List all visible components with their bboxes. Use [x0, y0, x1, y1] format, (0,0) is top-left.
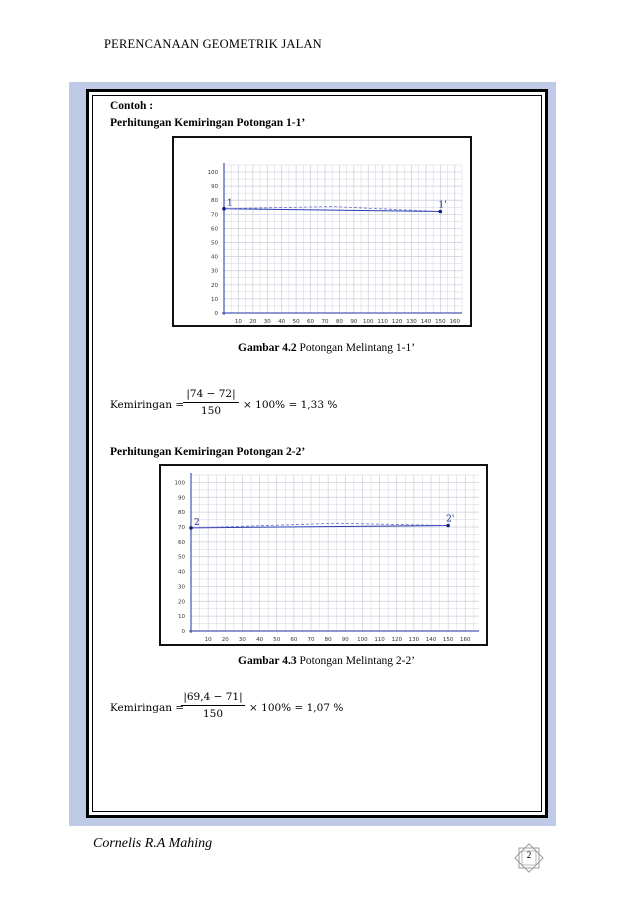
chart-2-svg: [161, 466, 486, 644]
chart-2-point-label-start: 2: [194, 517, 200, 528]
chart-1-x-tick-label: 110: [377, 319, 388, 325]
chart-1-point-label-end: 1': [438, 200, 447, 211]
chart-1-point-start: [222, 207, 226, 211]
chart-2-y-tick-label: 80: [178, 510, 185, 517]
formula-1-denominator: 150: [200, 405, 222, 417]
chart-2-point-label-end: 2': [446, 514, 455, 525]
heading-section-1: Perhitungan Kemiringan Potongan 1-1’: [110, 117, 306, 129]
chart-1-x-tick-label: 40: [278, 319, 286, 325]
chart-2-y-tick-label: 30: [178, 584, 185, 591]
formula-2-numerator: |69,4 − 71|: [183, 691, 243, 703]
figure-2-caption: [238, 655, 415, 667]
chart-2-x-tick-label: 150: [442, 637, 454, 643]
chart-1-y-tick-label: 60: [211, 226, 218, 233]
chart-1-x-tick-label: 30: [263, 319, 271, 325]
chart-1-x-tick-label: 140: [420, 319, 432, 325]
chart-2-x-tick-label: 140: [425, 637, 437, 643]
chart-2-x-tick-label: 30: [238, 637, 246, 643]
chart-2-y-tick-label: 10: [178, 614, 185, 621]
chart-2-x-tick-label: 160: [460, 637, 471, 643]
chart-1-y-tick-label: 90: [211, 184, 218, 191]
formula-2-label: Kemiringan =: [110, 702, 185, 714]
formula-2-fraction-bar: [181, 705, 245, 706]
chart-1-point-label-start: 1: [227, 198, 233, 209]
chart-2-x-tick-label: 130: [408, 637, 420, 643]
chart-2-y-tick-label: 0: [181, 629, 185, 635]
chart-2-y-tick-label: 60: [178, 539, 185, 546]
chart-1-x-tick-label: 160: [449, 319, 461, 325]
chart-1-x-tick-label: 100: [362, 319, 374, 325]
chart-2-x-tick-label: 80: [324, 637, 332, 643]
figure-2-caption-number: Gambar 4.3: [238, 655, 297, 667]
chart-2-y-tick-label: 20: [178, 599, 185, 606]
chart-1-x-tick-label: 10: [234, 319, 242, 325]
footer-author: Cornelis R.A Mahing: [93, 836, 213, 851]
chart-2-x-tick-label: 40: [256, 637, 264, 643]
chart-2-x-tick-label: 110: [374, 637, 385, 643]
page-number: 2: [526, 850, 532, 860]
formula-1-numerator: |74 − 72|: [186, 388, 236, 400]
chart-1-y-tick-label: 40: [211, 254, 218, 261]
chart-1-y-tick-label: 80: [211, 198, 218, 205]
formula-2-result: × 100% = 1,07 %: [249, 702, 344, 714]
chart-1-x-tick-label: 20: [249, 319, 257, 325]
chart-1-y-tick-label: 20: [211, 282, 218, 289]
chart-1-x-tick-label: 90: [350, 319, 358, 325]
chart-2-y-tick-label: 70: [178, 525, 185, 531]
formula-1-fraction: [183, 388, 239, 417]
formula-1-result: × 100% = 1,33 %: [243, 399, 338, 411]
figure-2-chart: [159, 464, 488, 646]
heading-section-2: Perhitungan Kemiringan Potongan 2-2’: [110, 446, 306, 458]
chart-1-y-tick-label: 10: [211, 296, 218, 303]
figure-1-caption: [238, 342, 415, 354]
figure-1-chart: [172, 136, 472, 327]
chart-1-y-tick-label: 70: [211, 212, 218, 219]
chart-2-x-tick-label: 60: [290, 637, 298, 643]
formula-2-fraction: [181, 691, 245, 720]
formula-2: [110, 691, 440, 727]
chart-1-svg: [174, 138, 470, 325]
chart-2-point-start: [189, 526, 193, 530]
chart-2-x-tick-label: 100: [357, 637, 368, 643]
chart-2-y-tick-label: 40: [178, 569, 185, 576]
chart-2-y-tick-label: 50: [178, 554, 185, 561]
page-header: PERENCANAAN GEOMETRIK JALAN: [104, 37, 322, 51]
chart-1-x-tick-label: 130: [406, 319, 417, 325]
chart-1-x-tick-label: 70: [321, 319, 329, 325]
formula-2-denominator: 150: [202, 708, 224, 720]
chart-2-x-tick-label: 20: [221, 637, 229, 643]
chart-2-x-tick-label: 120: [391, 637, 402, 643]
chart-2-x-tick-label: 10: [204, 637, 212, 643]
chart-2-x-tick-label: 50: [273, 637, 281, 643]
figure-2-caption-text: Potongan Melintang 2-2’: [296, 655, 416, 667]
chart-1-y-tick-label: 100: [207, 170, 218, 177]
chart-1-x-tick-label: 150: [435, 319, 446, 325]
example-label: Contoh :: [110, 100, 154, 112]
chart-2-x-tick-label: 90: [341, 637, 349, 643]
page-number-badge: [511, 840, 547, 876]
chart-1-x-tick-label: 80: [335, 319, 343, 325]
formula-1-label: Kemiringan =: [110, 399, 185, 411]
chart-1-x-tick-label: 60: [307, 319, 315, 325]
chart-2-x-tick-label: 70: [307, 637, 315, 643]
chart-2-y-tick-label: 100: [174, 480, 185, 487]
chart-1-x-tick-label: 120: [391, 319, 403, 325]
chart-1-x-tick-label: 50: [292, 319, 300, 325]
chart-1-y-tick-label: 0: [214, 311, 218, 317]
chart-1-y-tick-label: 30: [211, 268, 218, 275]
figure-1-caption-text: Potongan Melintang 1-1’: [296, 342, 416, 354]
chart-1-y-tick-label: 50: [211, 240, 218, 247]
figure-1-caption-number: Gambar 4.2: [238, 342, 297, 354]
formula-1-fraction-bar: [183, 402, 239, 403]
chart-2-y-tick-label: 90: [178, 495, 185, 502]
formula-1: [110, 388, 430, 424]
